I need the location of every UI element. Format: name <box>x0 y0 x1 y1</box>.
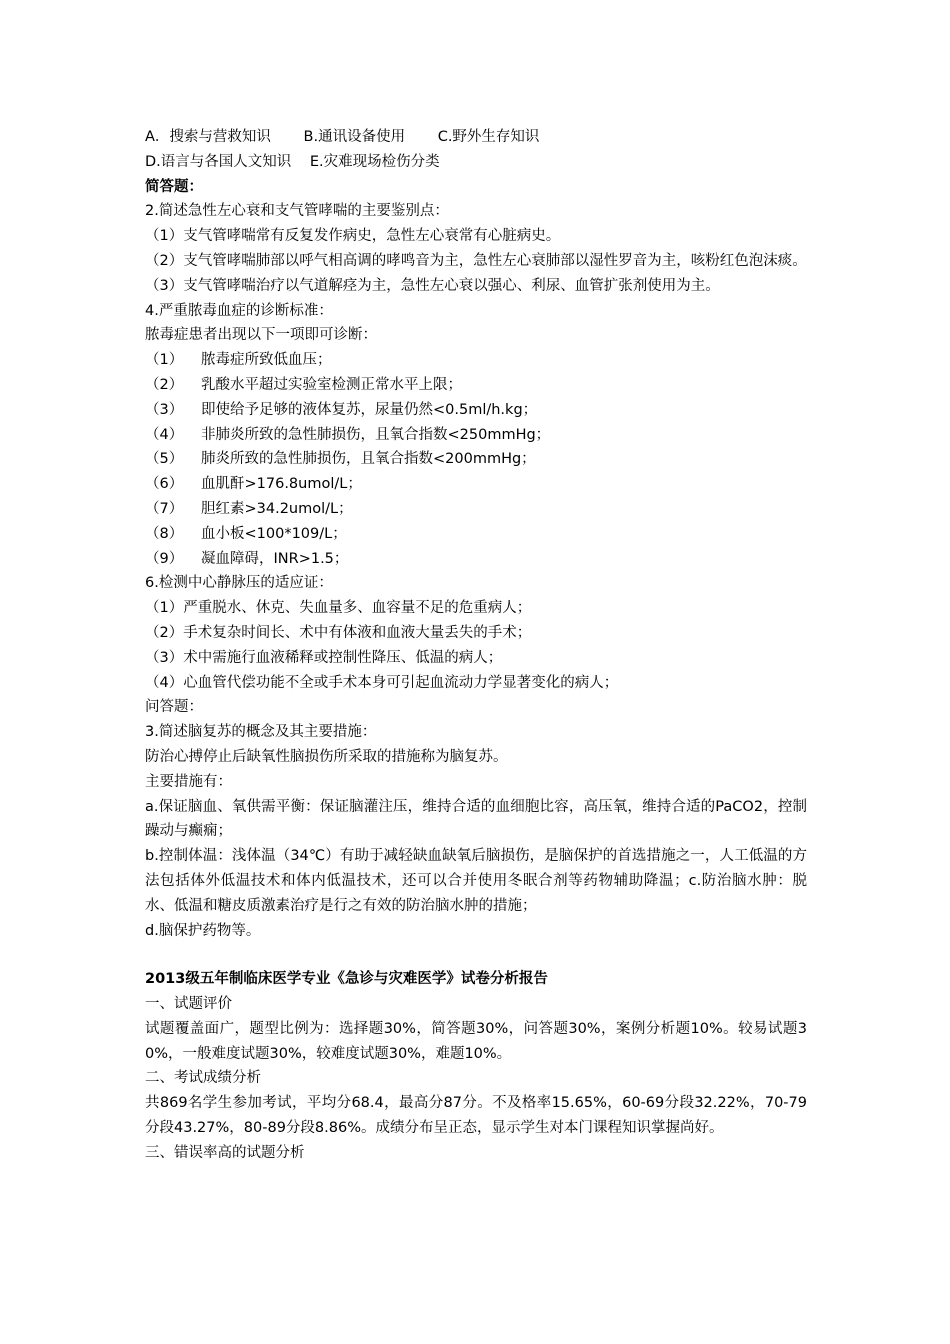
report-section-2-text: 共869名学生参加考试，平均分68.4，最高分87分。不及格率15.65%，60-69分段32.22%，70-79分段43.27%，80-89分段8.86%。成绩分布呈正态，显示学生对本门课程知识掌握尚好。 <box>145 1095 807 1137</box>
document-page <box>145 125 807 1166</box>
q6-point-1: （1）严重脱水、休克、失血量多、血容量不足的危重病人； <box>145 600 532 617</box>
measure-b: b.控制体温：浅体温（34℃）有助于减轻缺血缺氧后脑损伤，是脑保护的首选措施之一，人工低温的方法包括体外低温技术和体内低温技术，还可以合并使用冬眠合剂等药物辅助降温；c.防治脑水肿：脱水、低温和糖皮质激素治疗是行之有效的防治脑水肿的措施； <box>145 848 807 914</box>
q4-intro: 脓毒症患者出现以下一项即可诊断： <box>145 327 377 344</box>
measures-heading: 主要措施有： <box>145 773 232 790</box>
blank-line <box>145 943 807 967</box>
q4-item-text: 非肺炎所致的急性肺损伤，且氧合指数<250mmHg； <box>201 426 551 443</box>
report-section-2-heading: 二、考试成绩分析 <box>145 1070 261 1087</box>
essay-heading: 问答题： <box>145 699 203 716</box>
choice-options-line-2 <box>145 150 807 175</box>
q4-item-text: 肺炎所致的急性肺损伤，且氧合指数<200mmHg； <box>201 451 536 468</box>
q4-item <box>145 472 807 497</box>
choice-options-line-1 <box>145 125 807 150</box>
q6-point-4: （4）心血管代偿功能不全或手术本身可引起血流动力学显著变化的病人； <box>145 674 619 691</box>
choice-option-b: B.通讯设备使用 <box>303 129 406 145</box>
q4-item-text: 血小板<100*109/L； <box>201 525 347 542</box>
q4-item-number: （5） <box>145 451 184 468</box>
q3-title: 3.简述脑复苏的概念及其主要措施： <box>145 724 377 741</box>
q4-item-text: 即使给予足够的液体复苏，尿量仍然<0.5ml/h.kg； <box>201 401 538 418</box>
report-section-1-text: 试题覆盖面广，题型比例为：选择题30%，简答题30%，问答题30%，案例分析题10%。较易试题30%，一般难度试题30%，较难度试题30%，难题10%。 <box>145 1020 807 1062</box>
q4-item-number: （7） <box>145 500 184 517</box>
q4-item <box>145 423 807 448</box>
choice-option-c: C.野外生存知识 <box>437 129 540 145</box>
q4-item-number: （2） <box>145 376 184 393</box>
q4-item-number: （6） <box>145 476 184 493</box>
q4-item-text: 胆红素>34.2umol/L； <box>201 500 353 517</box>
report-section-1-heading: 一、试题评价 <box>145 996 232 1013</box>
q4-item-number: （4） <box>145 426 184 443</box>
brain-resuscitation-definition: 防治心搏停止后缺氧性脑损伤所采取的措施称为脑复苏。 <box>145 748 508 765</box>
q2-point-3: （3）支气管哮喘治疗以气道解痉为主，急性左心衰以强心、利尿、血管扩张剂使用为主。 <box>145 277 720 294</box>
q4-item <box>145 373 807 398</box>
short-answer-heading: 简答题： <box>145 178 203 195</box>
choice-option-a: A．搜索与营救知识 <box>145 129 271 145</box>
q4-item-number: （1） <box>145 352 184 369</box>
q4-item-text: 乳酸水平超过实验室检测正常水平上限； <box>201 376 462 393</box>
q2-point-2: （2）支气管哮喘肺部以呼气相高调的哮鸣音为主，急性左心衰肺部以湿性罗音为主，咳粉红色泡沫痰。 <box>145 252 807 269</box>
report-title: 2013级五年制临床医学专业《急诊与灾难医学》试卷分析报告 <box>145 971 548 988</box>
q4-item-text: 凝血障碍，INR>1.5； <box>201 550 349 567</box>
q4-item <box>145 348 807 373</box>
q4-item <box>145 547 807 572</box>
q4-item <box>145 522 807 547</box>
q4-item-number: （8） <box>145 525 184 542</box>
q2-title: 2.简述急性左心衰和支气管哮喘的主要鉴别点： <box>145 203 449 220</box>
q4-item <box>145 447 807 472</box>
q4-title: 4.严重脓毒血症的诊断标准： <box>145 302 333 319</box>
q4-item-text: 血肌酐>176.8umol/L； <box>201 476 362 493</box>
measure-a: a.保证脑血、氧供需平衡：保证脑灌注压，维持合适的血细胞比容，高压氧，维持合适的PaCO2，控制躁动与癫痫； <box>145 798 807 840</box>
choice-option-e: E.灾难现场检伤分类 <box>309 153 440 170</box>
report-section-3-heading: 三、错误率高的试题分析 <box>145 1144 305 1161</box>
q4-item-number: （3） <box>145 401 184 418</box>
q2-point-1: （1）支气管哮喘常有反复发作病史，急性左心衰常有心脏病史。 <box>145 228 561 245</box>
measure-d: d.脑保护药物等。 <box>145 922 261 939</box>
q6-title: 6.检测中心静脉压的适应证： <box>145 575 333 592</box>
q4-item-number: （9） <box>145 550 184 567</box>
q4-item <box>145 398 807 423</box>
q6-point-2: （2）手术复杂时间长、术中有体液和血液大量丢失的手术； <box>145 624 532 641</box>
q4-item-text: 脓毒症所致低血压； <box>201 352 332 369</box>
q6-point-3: （3）术中需施行血液稀释或控制性降压、低温的病人； <box>145 649 503 666</box>
choice-option-d: D.语言与各国人文知识 <box>145 153 292 170</box>
q4-item <box>145 497 807 522</box>
